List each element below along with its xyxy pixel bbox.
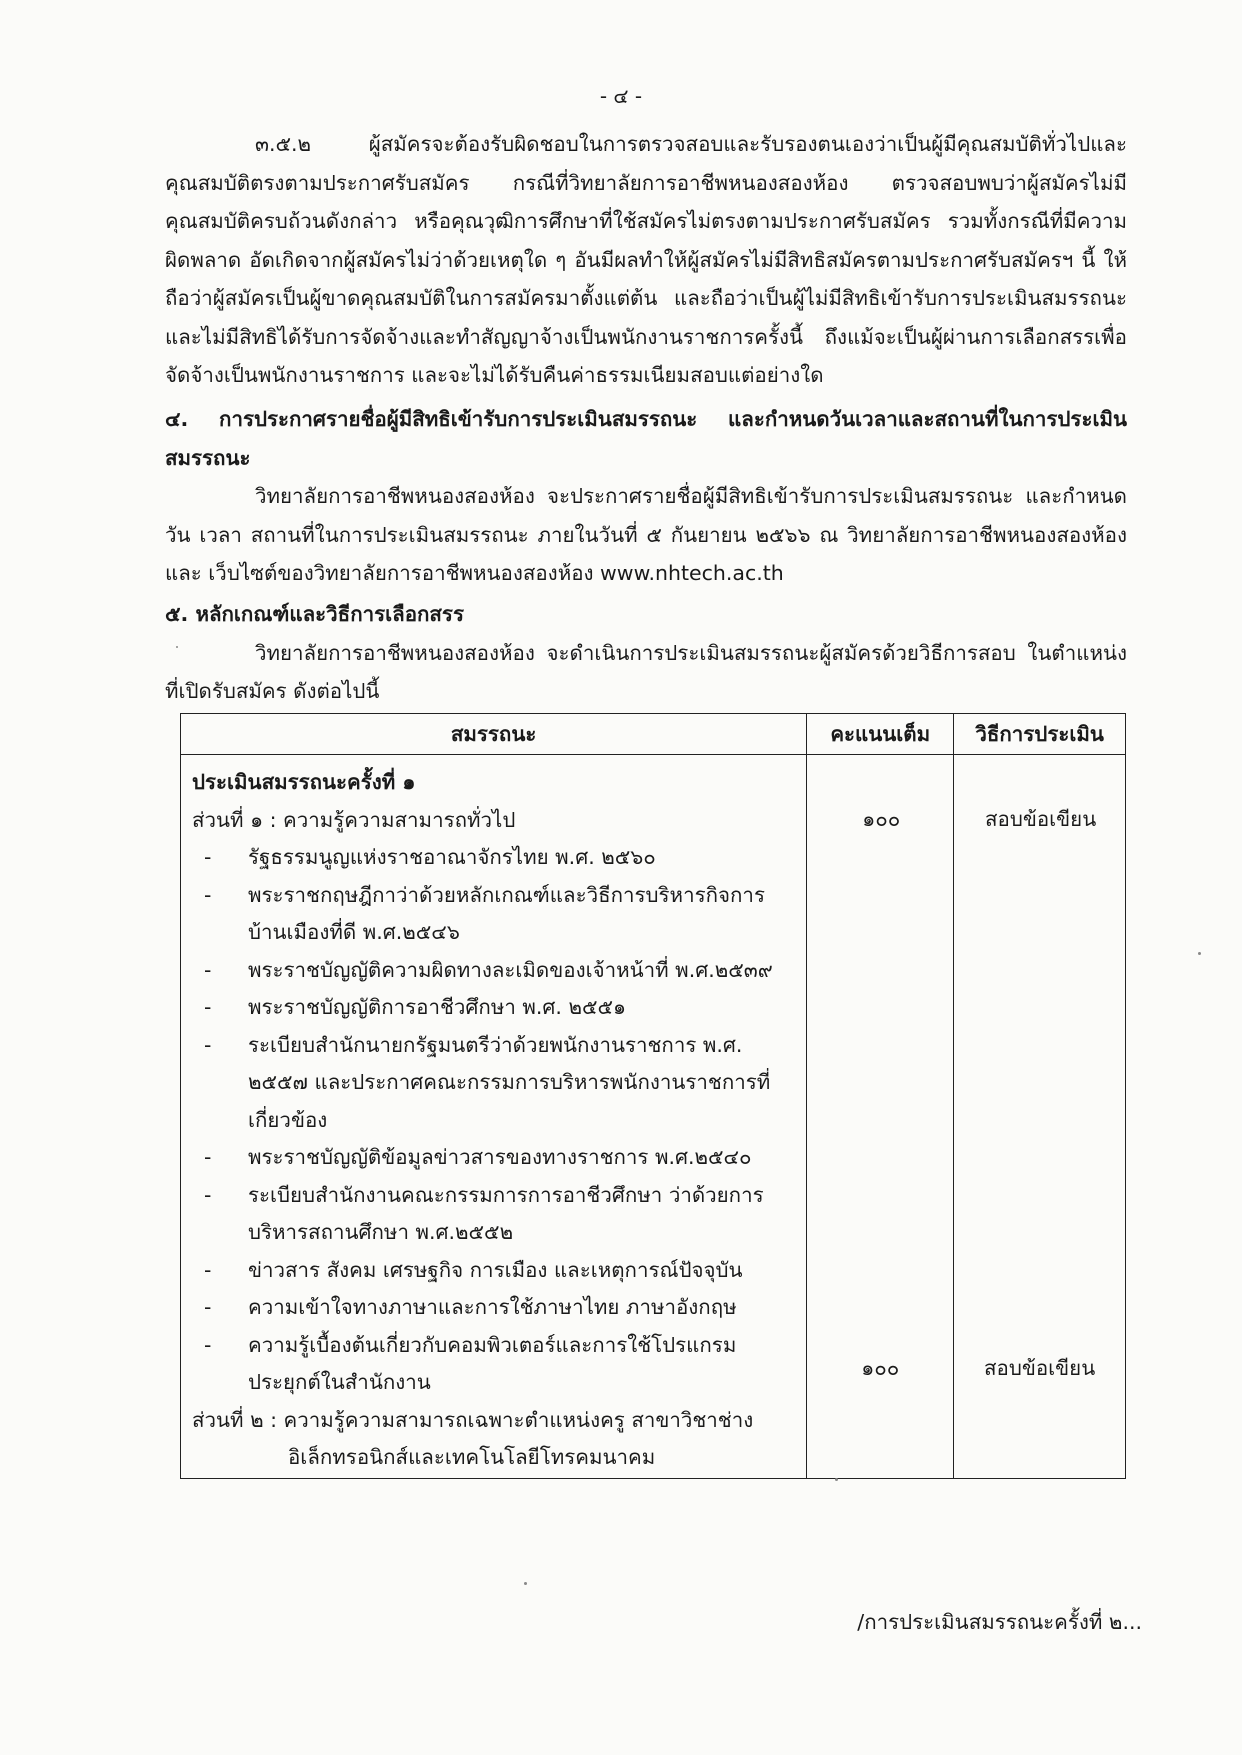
part-2-score: ๑๐๐ <box>861 1356 900 1380</box>
clause-3-5-2-text: ๓.๕.๒ ผู้สมัครจะต้องรับผิดชอบในการตรวจสอบและรับรองตนเองว่าเป็นผู้มีคุณสมบัติทั่วไปและคุณสมบัติตรงตามประกาศรับสมัคร กรณีที่วิทยาลัยการอาชีพหนองสองห้อง ตรวจสอบพบว่าผู้สมัครไม่มีคุณสมบัติครบถ้วนดังกล่าว หรือคุณวุฒิการศึกษาที่ใช้สมัครไม่ตรงตามประกาศรับสมัคร รวมทั้งกรณีที่มีความผิดพลาด อัดเกิดจากผู้สมัครไม่ว่าด้วยเหตุใด ๆ อันมีผลทำให้ผู้สมัครไม่มีสิทธิสมัครตามประกาศรับสมัครฯ นี้ ให้ถือว่าผู้สมัครเป็นผู้ขาดคุณสมบัติในการสมัครมาตั้งแต่ต้น และถือว่าเป็นผู้ไม่มีสิทธิเข้ารับการประเมินสมรรถนะ และไม่มีสิทธิได้รับการจัดจ้างและทำสัญญาจ้างเป็นพนักงานราชการครั้งนี้ ถึงแม้จะเป็นผู้ผ่านการเลือกสรรเพื่อจัดจ้างเป็นพนักงานราชการ และจะไม่ได้รับคืนค่าธรรมเนียมสอบแต่อย่างใด <box>165 132 1127 387</box>
list-item: - ระเบียบสำนักงานคณะกรรมการการอาชีวศึกษา ว่าด้วยการบริหารสถานศึกษา พ.ศ.๒๕๕๒ <box>192 1177 797 1252</box>
list-item: - ความรู้เบื้องต้นเกี่ยวกับคอมพิวเตอร์และการใช้โปรแกรมประยุกต์ในสำนักงาน <box>192 1327 797 1402</box>
section-4-heading: ๔. การประกาศรายชื่อผู้มีสิทธิเข้ารับการประเมินสมรรถนะ และกำหนดวันเวลาและสถานที่ในการประเมินสมรรถนะ <box>165 407 1127 470</box>
scan-speck <box>1198 952 1201 955</box>
section-5 <box>165 595 1127 711</box>
list-item: - ความเข้าใจทางภาษาและการใช้ภาษาไทย ภาษาอังกฤษ <box>192 1289 797 1327</box>
list-item: - ระเบียบสำนักนายกรัฐมนตรีว่าด้วยพนักงานราชการ พ.ศ. ๒๕๕๗ และประกาศคณะกรรมการบริหารพนักงานราชการที่เกี่ยวข้อง <box>192 1027 797 1140</box>
list-item: - พระราชบัญญัติการอาชีวศึกษา พ.ศ. ๒๕๕๑ <box>192 989 797 1027</box>
part-2-method: สอบข้อเขียน <box>984 1356 1096 1380</box>
table-row <box>181 755 1126 1479</box>
scan-speck <box>835 1478 838 1481</box>
round-1-title: ประเมินสมรรถนะครั้งที่ ๑ <box>192 770 416 794</box>
part-1-title: ส่วนที่ ๑ : ความรู้ความสามารถทั่วไป <box>192 807 516 832</box>
part-1-topic-list <box>192 839 797 1402</box>
part-1-score: ๑๐๐ <box>862 807 901 831</box>
part-1-method: สอบข้อเขียน <box>985 807 1097 831</box>
header-competency: สมรรถนะ <box>181 714 807 755</box>
part-2-title: ส่วนที่ ๒ : ความรู้ความสามารถเฉพาะตำแหน่งครู สาขาวิชาช่างอิเล็กทรอนิกส์และเทคโนโลยีโทรคมนาคม <box>192 1407 754 1469</box>
clause-3-5-2 <box>165 125 1127 395</box>
list-item: - รัฐธรรมนูญแห่งราชอาณาจักรไทย พ.ศ. ๒๕๖๐ <box>192 839 797 877</box>
scan-speck <box>524 1582 527 1585</box>
section-4-body: วิทยาลัยการอาชีพหนองสองห้อง จะประกาศรายชื่อผู้มีสิทธิเข้ารับการประเมินสมรรถนะ และกำหนดวัน เวลา สถานที่ในการประเมินสมรรถนะ ภายในวันที่ ๕ กันยายน ๒๕๖๖ ณ วิทยาลัยการอาชีพหนองสองห้อง และ เว็บไซต์ของวิทยาลัยการอาชีพหนองสองห้อง www.nhtech.ac.th <box>165 484 1127 585</box>
list-item: - ข่าวสาร สังคม เศรษฐกิจ การเมือง และเหตุการณ์ปัจจุบัน <box>192 1252 797 1290</box>
section-4 <box>165 400 1127 593</box>
list-item: - พระราชกฤษฎีกาว่าด้วยหลักเกณฑ์และวิธีการบริหารกิจการบ้านเมืองที่ดี พ.ศ.๒๕๔๖ <box>192 877 797 952</box>
page-number: - ๔ - <box>599 84 643 108</box>
section-5-heading: ๕. หลักเกณฑ์และวิธีการเลือกสรร <box>165 602 464 626</box>
header-full-score: คะแนนเต็ม <box>807 714 954 755</box>
continuation-note: /การประเมินสมรรถนะครั้งที่ ๒... <box>857 1610 1142 1634</box>
scan-speck <box>176 646 178 648</box>
section-5-body: วิทยาลัยการอาชีพหนองสองห้อง จะดำเนินการประเมินสมรรถนะผู้สมัครด้วยวิธีการสอบ ในตำแหน่งที่เปิดรับสมัคร ดังต่อไปนี้ <box>165 640 1127 703</box>
header-assessment-method: วิธีการประเมิน <box>954 714 1126 755</box>
competency-table <box>180 713 1126 1479</box>
list-item: - พระราชบัญญัติข้อมูลข่าวสารของทางราชการ พ.ศ.๒๕๔๐ <box>192 1139 797 1177</box>
table-header-row <box>181 714 1126 755</box>
list-item: - พระราชบัญญัติความผิดทางละเมิดของเจ้าหน้าที่ พ.ศ.๒๕๓๙ <box>192 952 797 990</box>
